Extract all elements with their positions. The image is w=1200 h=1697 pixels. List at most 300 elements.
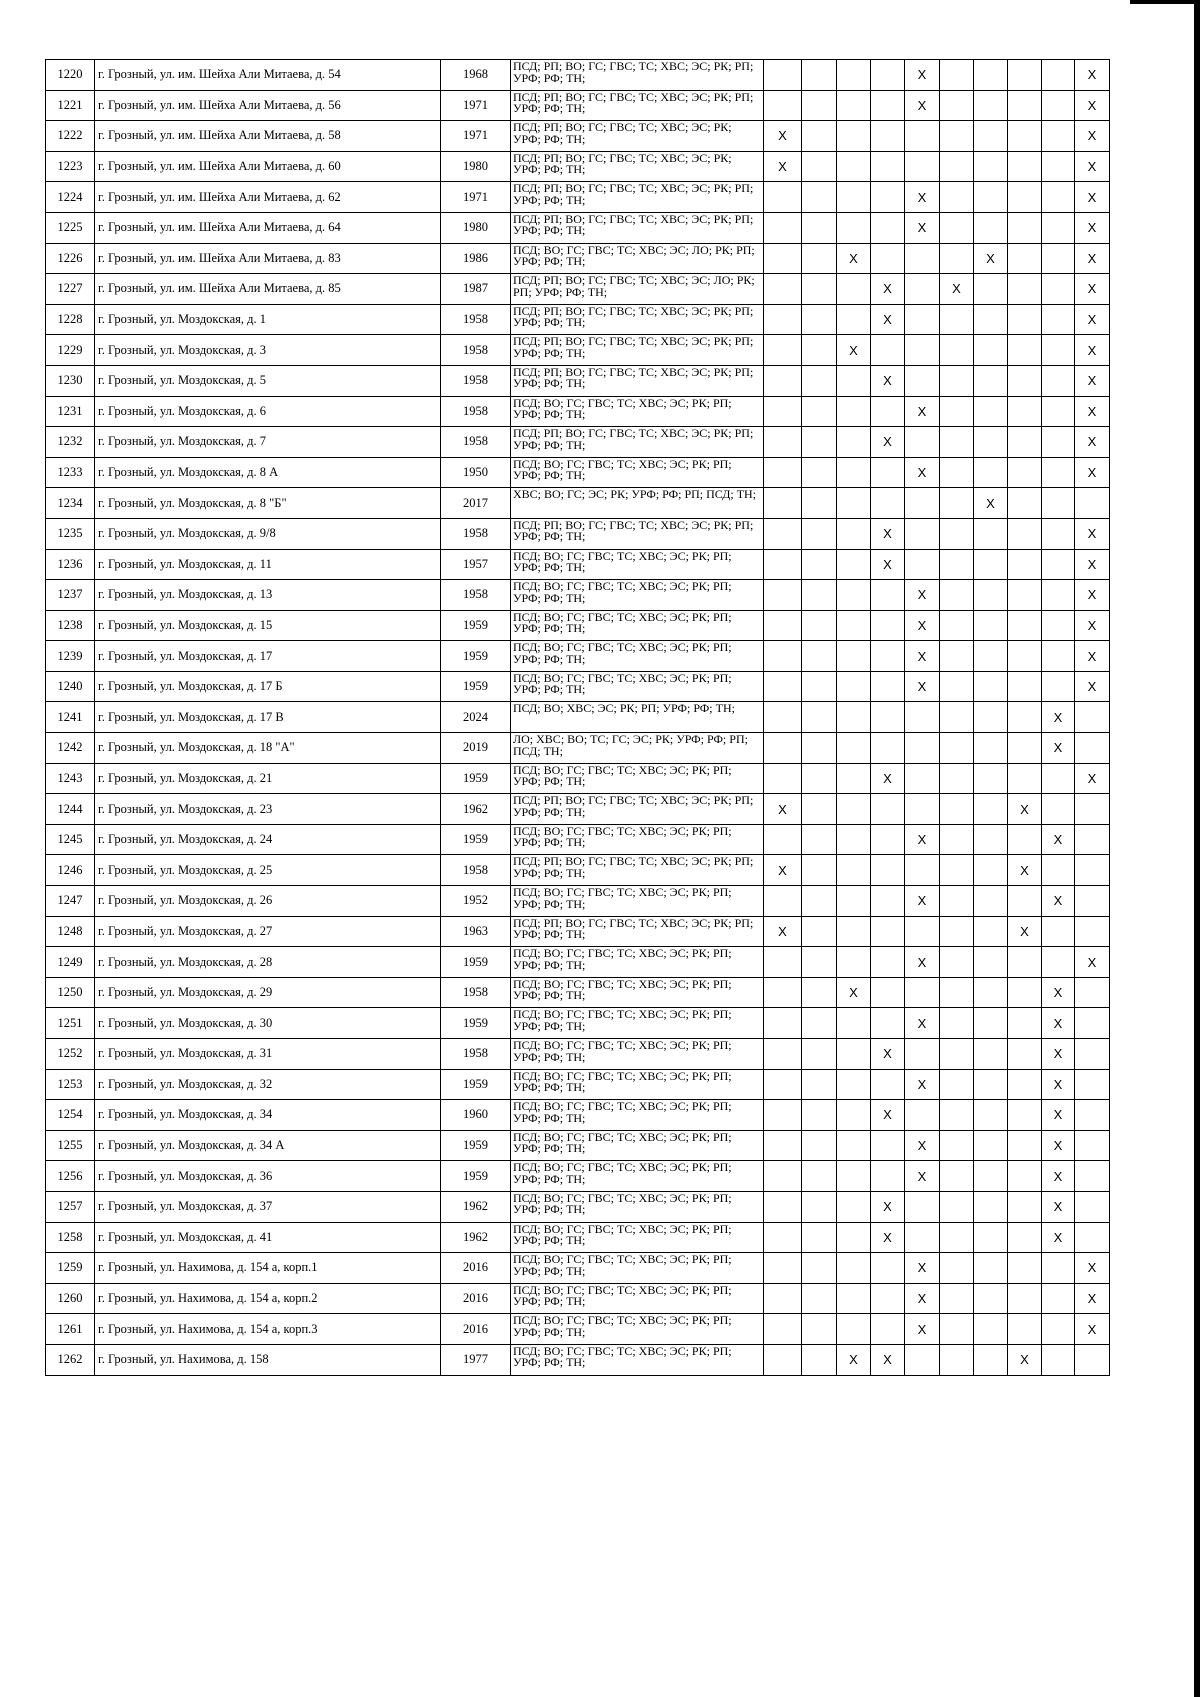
- mark-cell-9-checked: X: [1042, 1039, 1075, 1070]
- mark-cell-9: [1042, 518, 1075, 549]
- row-works-list: ПСД; ВО; ГС; ГВС; ТС; ХВС; ЭС; РК; РП; УРФ; РФ; ТН;: [511, 1161, 764, 1192]
- mark-cell-9: [1042, 1253, 1075, 1284]
- mark-cell-2: [802, 457, 837, 488]
- row-address: г. Грозный, ул. им. Шейха Али Митаева, д. 56: [95, 90, 441, 121]
- mark-cell-8: [1008, 212, 1042, 243]
- mark-cell-5-checked: X: [905, 182, 940, 213]
- mark-cell-7: [974, 702, 1008, 733]
- row-works-list: ПСД; РП; ВО; ГС; ГВС; ТС; ХВС; ЭС; РК; РП; УРФ; РФ; ТН;: [511, 365, 764, 396]
- row-works-list: ПСД; ВО; ГС; ГВС; ТС; ХВС; ЭС; РК; РП; УРФ; РФ; ТН;: [511, 1344, 764, 1375]
- row-address: г. Грозный, ул. Моздокская, д. 29: [95, 977, 441, 1008]
- mark-cell-7: [974, 794, 1008, 825]
- mark-cell-8: [1008, 1253, 1042, 1284]
- row-works-list: ПСД; РП; ВО; ГС; ГВС; ТС; ХВС; ЭС; РК; РП; УРФ; РФ; ТН;: [511, 90, 764, 121]
- mark-cell-6: [940, 427, 974, 458]
- mark-cell-8: [1008, 1222, 1042, 1253]
- mark-cell-1: [764, 1314, 802, 1345]
- mark-cell-8: [1008, 60, 1042, 91]
- mark-cell-2: [802, 916, 837, 947]
- mark-cell-4: [871, 1130, 905, 1161]
- row-address: г. Грозный, ул. Моздокская, д. 5: [95, 365, 441, 396]
- row-year: 1958: [441, 304, 511, 335]
- mark-cell-3-checked: X: [837, 1344, 871, 1375]
- mark-cell-1: [764, 1008, 802, 1039]
- mark-cell-2: [802, 1314, 837, 1345]
- mark-cell-7: [974, 121, 1008, 152]
- row-year: 1987: [441, 274, 511, 305]
- mark-cell-9: [1042, 335, 1075, 366]
- row-year: 1959: [441, 763, 511, 794]
- row-number: 1253: [46, 1069, 95, 1100]
- row-year: 1959: [441, 610, 511, 641]
- mark-cell-5-checked: X: [905, 610, 940, 641]
- row-year: 1957: [441, 549, 511, 580]
- row-year: 1960: [441, 1100, 511, 1131]
- mark-cell-7: [974, 396, 1008, 427]
- mark-cell-7: [974, 947, 1008, 978]
- mark-cell-10-checked: X: [1075, 60, 1110, 91]
- mark-cell-8: [1008, 274, 1042, 305]
- mark-cell-2: [802, 641, 837, 672]
- row-year: 1971: [441, 90, 511, 121]
- mark-cell-6: [940, 518, 974, 549]
- table-row: [46, 488, 1110, 519]
- mark-cell-7: [974, 90, 1008, 121]
- mark-cell-8: [1008, 733, 1042, 764]
- mark-cell-9: [1042, 427, 1075, 458]
- mark-cell-7: [974, 580, 1008, 611]
- mark-cell-4-checked: X: [871, 1100, 905, 1131]
- mark-cell-2: [802, 1222, 837, 1253]
- table-row: [46, 396, 1110, 427]
- mark-cell-8: [1008, 396, 1042, 427]
- mark-cell-8: [1008, 549, 1042, 580]
- mark-cell-5-checked: X: [905, 1283, 940, 1314]
- mark-cell-10: [1075, 1008, 1110, 1039]
- mark-cell-3: [837, 212, 871, 243]
- mark-cell-2: [802, 1344, 837, 1375]
- mark-cell-5-checked: X: [905, 212, 940, 243]
- mark-cell-1: [764, 60, 802, 91]
- mark-cell-6: [940, 1222, 974, 1253]
- mark-cell-4: [871, 457, 905, 488]
- row-year: 1950: [441, 457, 511, 488]
- row-number: 1256: [46, 1161, 95, 1192]
- row-works-list: ПСД; РП; ВО; ГС; ГВС; ТС; ХВС; ЭС; РК; РП; УРФ; РФ; ТН;: [511, 304, 764, 335]
- row-number: 1259: [46, 1253, 95, 1284]
- row-number: 1239: [46, 641, 95, 672]
- mark-cell-6: [940, 1100, 974, 1131]
- mark-cell-1: [764, 90, 802, 121]
- table-row: [46, 1314, 1110, 1345]
- mark-cell-10: [1075, 794, 1110, 825]
- mark-cell-5-checked: X: [905, 60, 940, 91]
- mark-cell-2: [802, 855, 837, 886]
- row-works-list: ПСД; РП; ВО; ГС; ГВС; ТС; ХВС; ЭС; РК; РП; УРФ; РФ; ТН;: [511, 212, 764, 243]
- mark-cell-9-checked: X: [1042, 702, 1075, 733]
- mark-cell-10: [1075, 488, 1110, 519]
- mark-cell-9-checked: X: [1042, 886, 1075, 917]
- mark-cell-8: [1008, 702, 1042, 733]
- row-works-list: ПСД; ВО; ГС; ГВС; ТС; ХВС; ЭС; РК; РП; УРФ; РФ; ТН;: [511, 1100, 764, 1131]
- mark-cell-1: [764, 427, 802, 458]
- row-year: 1959: [441, 1161, 511, 1192]
- row-year: 1971: [441, 182, 511, 213]
- mark-cell-8: [1008, 1100, 1042, 1131]
- mark-cell-1: [764, 212, 802, 243]
- row-year: 1977: [441, 1344, 511, 1375]
- mark-cell-6: [940, 1344, 974, 1375]
- mark-cell-1-checked: X: [764, 151, 802, 182]
- mark-cell-4: [871, 182, 905, 213]
- table-row: [46, 365, 1110, 396]
- mark-cell-8: [1008, 1039, 1042, 1070]
- table-row: [46, 671, 1110, 702]
- mark-cell-8: [1008, 488, 1042, 519]
- row-year: 1962: [441, 794, 511, 825]
- row-address: г. Грозный, ул. Моздокская, д. 26: [95, 886, 441, 917]
- mark-cell-5-checked: X: [905, 1314, 940, 1345]
- mark-cell-6: [940, 794, 974, 825]
- row-number: 1245: [46, 824, 95, 855]
- mark-cell-4: [871, 212, 905, 243]
- mark-cell-8: [1008, 1283, 1042, 1314]
- row-works-list: ПСД; ВО; ГС; ГВС; ТС; ХВС; ЭС; РК; РП; УРФ; РФ; ТН;: [511, 457, 764, 488]
- mark-cell-5: [905, 427, 940, 458]
- mark-cell-5: [905, 763, 940, 794]
- row-works-list: ПСД; ВО; ГС; ГВС; ТС; ХВС; ЭС; РК; РП; УРФ; РФ; ТН;: [511, 1314, 764, 1345]
- mark-cell-1: [764, 763, 802, 794]
- mark-cell-7: [974, 1039, 1008, 1070]
- row-works-list: ПСД; ВО; ГС; ГВС; ТС; ХВС; ЭС; РК; РП; УРФ; РФ; ТН;: [511, 977, 764, 1008]
- mark-cell-9: [1042, 274, 1075, 305]
- table-row: [46, 1283, 1110, 1314]
- row-address: г. Грозный, ул. Моздокская, д. 6: [95, 396, 441, 427]
- row-number: 1261: [46, 1314, 95, 1345]
- mark-cell-3: [837, 1069, 871, 1100]
- mark-cell-5: [905, 1039, 940, 1070]
- row-address: г. Грозный, ул. Моздокская, д. 17 Б: [95, 671, 441, 702]
- mark-cell-5-checked: X: [905, 457, 940, 488]
- mark-cell-5: [905, 702, 940, 733]
- mark-cell-2: [802, 824, 837, 855]
- table-row: [46, 610, 1110, 641]
- mark-cell-10-checked: X: [1075, 518, 1110, 549]
- mark-cell-9: [1042, 488, 1075, 519]
- mark-cell-8: [1008, 335, 1042, 366]
- mark-cell-4: [871, 121, 905, 152]
- mark-cell-4: [871, 947, 905, 978]
- mark-cell-3: [837, 1039, 871, 1070]
- row-address: г. Грозный, ул. Нахимова, д. 154 а, корп.2: [95, 1283, 441, 1314]
- mark-cell-1: [764, 1344, 802, 1375]
- row-works-list: ПСД; РП; ВО; ГС; ГВС; ТС; ХВС; ЭС; РК; РП; УРФ; РФ; ТН;: [511, 60, 764, 91]
- mark-cell-2: [802, 1161, 837, 1192]
- row-number: 1258: [46, 1222, 95, 1253]
- mark-cell-2: [802, 977, 837, 1008]
- row-address: г. Грозный, ул. им. Шейха Али Митаева, д. 64: [95, 212, 441, 243]
- row-number: 1232: [46, 427, 95, 458]
- mark-cell-6: [940, 457, 974, 488]
- mark-cell-3: [837, 855, 871, 886]
- mark-cell-2: [802, 1191, 837, 1222]
- mark-cell-6: [940, 580, 974, 611]
- row-address: г. Грозный, ул. Моздокская, д. 8 "Б": [95, 488, 441, 519]
- mark-cell-1: [764, 274, 802, 305]
- mark-cell-2: [802, 580, 837, 611]
- row-year: 1958: [441, 518, 511, 549]
- mark-cell-1: [764, 1191, 802, 1222]
- row-number: 1247: [46, 886, 95, 917]
- row-number: 1227: [46, 274, 95, 305]
- row-year: 1959: [441, 1008, 511, 1039]
- mark-cell-9-checked: X: [1042, 733, 1075, 764]
- mark-cell-10-checked: X: [1075, 1253, 1110, 1284]
- mark-cell-7: [974, 1314, 1008, 1345]
- row-year: 1958: [441, 365, 511, 396]
- row-year: 1958: [441, 335, 511, 366]
- mark-cell-10-checked: X: [1075, 671, 1110, 702]
- mark-cell-10-checked: X: [1075, 274, 1110, 305]
- mark-cell-10-checked: X: [1075, 304, 1110, 335]
- mark-cell-7: [974, 977, 1008, 1008]
- row-address: г. Грозный, ул. Моздокская, д. 17: [95, 641, 441, 672]
- mark-cell-1: [764, 457, 802, 488]
- row-number: 1252: [46, 1039, 95, 1070]
- mark-cell-2: [802, 794, 837, 825]
- mark-cell-8: [1008, 886, 1042, 917]
- mark-cell-10-checked: X: [1075, 580, 1110, 611]
- mark-cell-7: [974, 335, 1008, 366]
- row-works-list: ПСД; РП; ВО; ГС; ГВС; ТС; ХВС; ЭС; РК; РП; УРФ; РФ; ТН;: [511, 182, 764, 213]
- mark-cell-7: [974, 1130, 1008, 1161]
- row-works-list: ПСД; ВО; ГС; ГВС; ТС; ХВС; ЭС; РК; РП; УРФ; РФ; ТН;: [511, 947, 764, 978]
- row-number: 1223: [46, 151, 95, 182]
- mark-cell-2: [802, 151, 837, 182]
- table-row: [46, 1008, 1110, 1039]
- mark-cell-6: [940, 121, 974, 152]
- mark-cell-4-checked: X: [871, 1222, 905, 1253]
- mark-cell-4: [871, 1161, 905, 1192]
- table-row: [46, 1161, 1110, 1192]
- row-year: 1959: [441, 824, 511, 855]
- mark-cell-2: [802, 212, 837, 243]
- mark-cell-2: [802, 518, 837, 549]
- mark-cell-6: [940, 549, 974, 580]
- mark-cell-10: [1075, 1344, 1110, 1375]
- mark-cell-5: [905, 365, 940, 396]
- mark-cell-10-checked: X: [1075, 610, 1110, 641]
- row-number: 1230: [46, 365, 95, 396]
- row-works-list: ПСД; ВО; ГС; ГВС; ТС; ХВС; ЭС; ЛО; РК; РП; УРФ; РФ; ТН;: [511, 243, 764, 274]
- mark-cell-1: [764, 1069, 802, 1100]
- mark-cell-2: [802, 121, 837, 152]
- mark-cell-4: [871, 396, 905, 427]
- row-year: 1959: [441, 671, 511, 702]
- row-year: 1986: [441, 243, 511, 274]
- row-number: 1236: [46, 549, 95, 580]
- mark-cell-10: [1075, 1161, 1110, 1192]
- row-address: г. Грозный, ул. Моздокская, д. 25: [95, 855, 441, 886]
- mark-cell-6: [940, 1314, 974, 1345]
- mark-cell-10-checked: X: [1075, 396, 1110, 427]
- mark-cell-6: [940, 671, 974, 702]
- mark-cell-4: [871, 243, 905, 274]
- table-row: [46, 90, 1110, 121]
- mark-cell-3-checked: X: [837, 243, 871, 274]
- mark-cell-2: [802, 1283, 837, 1314]
- mark-cell-9: [1042, 304, 1075, 335]
- mark-cell-5-checked: X: [905, 580, 940, 611]
- mark-cell-9-checked: X: [1042, 1161, 1075, 1192]
- mark-cell-4: [871, 1283, 905, 1314]
- mark-cell-10: [1075, 1191, 1110, 1222]
- mark-cell-4: [871, 1069, 905, 1100]
- mark-cell-3: [837, 763, 871, 794]
- mark-cell-2: [802, 396, 837, 427]
- mark-cell-3: [837, 1130, 871, 1161]
- mark-cell-1: [764, 733, 802, 764]
- mark-cell-8: [1008, 641, 1042, 672]
- row-number: 1237: [46, 580, 95, 611]
- mark-cell-9: [1042, 90, 1075, 121]
- row-works-list: ПСД; ВО; ГС; ГВС; ТС; ХВС; ЭС; РК; РП; УРФ; РФ; ТН;: [511, 763, 764, 794]
- mark-cell-8: [1008, 518, 1042, 549]
- mark-cell-4: [871, 794, 905, 825]
- mark-cell-3: [837, 60, 871, 91]
- mark-cell-4: [871, 855, 905, 886]
- mark-cell-9: [1042, 212, 1075, 243]
- mark-cell-6: [940, 886, 974, 917]
- table-row: [46, 1100, 1110, 1131]
- row-address: г. Грозный, ул. Моздокская, д. 21: [95, 763, 441, 794]
- table-row: [46, 977, 1110, 1008]
- mark-cell-10-checked: X: [1075, 457, 1110, 488]
- row-number: 1249: [46, 947, 95, 978]
- row-number: 1260: [46, 1283, 95, 1314]
- mark-cell-4-checked: X: [871, 763, 905, 794]
- mark-cell-1: [764, 518, 802, 549]
- mark-cell-2: [802, 274, 837, 305]
- row-works-list: ПСД; РП; ВО; ГС; ГВС; ТС; ХВС; ЭС; РК; РП; УРФ; РФ; ТН;: [511, 916, 764, 947]
- mark-cell-3: [837, 1008, 871, 1039]
- mark-cell-9-checked: X: [1042, 1069, 1075, 1100]
- row-works-list: ПСД; ВО; ГС; ГВС; ТС; ХВС; ЭС; РК; РП; УРФ; РФ; ТН;: [511, 549, 764, 580]
- table-row: [46, 763, 1110, 794]
- table-row: [46, 1191, 1110, 1222]
- mark-cell-2: [802, 549, 837, 580]
- mark-cell-3: [837, 488, 871, 519]
- row-works-list: ПСД; РП; ВО; ГС; ГВС; ТС; ХВС; ЭС; РК; УРФ; РФ; ТН;: [511, 121, 764, 152]
- mark-cell-8: [1008, 977, 1042, 1008]
- row-works-list: ПСД; РП; ВО; ГС; ГВС; ТС; ХВС; ЭС; РК; РП; УРФ; РФ; ТН;: [511, 335, 764, 366]
- mark-cell-5-checked: X: [905, 90, 940, 121]
- mark-cell-6: [940, 702, 974, 733]
- row-address: г. Грозный, ул. Моздокская, д. 31: [95, 1039, 441, 1070]
- mark-cell-1: [764, 396, 802, 427]
- mark-cell-6: [940, 1161, 974, 1192]
- table-row: [46, 794, 1110, 825]
- mark-cell-7: [974, 427, 1008, 458]
- mark-cell-10-checked: X: [1075, 427, 1110, 458]
- mark-cell-9-checked: X: [1042, 824, 1075, 855]
- mark-cell-3: [837, 1222, 871, 1253]
- mark-cell-5: [905, 518, 940, 549]
- mark-cell-7: [974, 1344, 1008, 1375]
- mark-cell-7: [974, 641, 1008, 672]
- table-row: [46, 151, 1110, 182]
- row-year: 2016: [441, 1314, 511, 1345]
- mark-cell-2: [802, 671, 837, 702]
- row-year: 1959: [441, 1130, 511, 1161]
- mark-cell-3: [837, 365, 871, 396]
- mark-cell-2: [802, 335, 837, 366]
- row-number: 1240: [46, 671, 95, 702]
- row-works-list: ПСД; РП; ВО; ГС; ГВС; ТС; ХВС; ЭС; РК; РП; УРФ; РФ; ТН;: [511, 794, 764, 825]
- mark-cell-1: [764, 1100, 802, 1131]
- mark-cell-10-checked: X: [1075, 549, 1110, 580]
- mark-cell-3-checked: X: [837, 335, 871, 366]
- mark-cell-8: [1008, 580, 1042, 611]
- mark-cell-5: [905, 335, 940, 366]
- mark-cell-8-checked: X: [1008, 794, 1042, 825]
- row-number: 1229: [46, 335, 95, 366]
- mark-cell-5-checked: X: [905, 671, 940, 702]
- mark-cell-5-checked: X: [905, 1161, 940, 1192]
- mark-cell-6: [940, 335, 974, 366]
- mark-cell-9: [1042, 457, 1075, 488]
- mark-cell-7: [974, 549, 1008, 580]
- mark-cell-4: [871, 60, 905, 91]
- mark-cell-4: [871, 90, 905, 121]
- mark-cell-1: [764, 243, 802, 274]
- table-row: [46, 733, 1110, 764]
- mark-cell-5: [905, 1191, 940, 1222]
- row-works-list: ПСД; РП; ВО; ГС; ГВС; ТС; ХВС; ЭС; ЛО; РК; РП; УРФ; РФ; ТН;: [511, 274, 764, 305]
- mark-cell-10-checked: X: [1075, 121, 1110, 152]
- table-row: [46, 182, 1110, 213]
- mark-cell-6: [940, 1253, 974, 1284]
- mark-cell-10-checked: X: [1075, 335, 1110, 366]
- table-row: [46, 121, 1110, 152]
- mark-cell-9-checked: X: [1042, 1222, 1075, 1253]
- mark-cell-4: [871, 1314, 905, 1345]
- mark-cell-6: [940, 824, 974, 855]
- mark-cell-6: [940, 610, 974, 641]
- mark-cell-10: [1075, 1100, 1110, 1131]
- mark-cell-3: [837, 427, 871, 458]
- mark-cell-8: [1008, 304, 1042, 335]
- mark-cell-9: [1042, 182, 1075, 213]
- mark-cell-9: [1042, 1344, 1075, 1375]
- mark-cell-5: [905, 121, 940, 152]
- mark-cell-3: [837, 733, 871, 764]
- mark-cell-8: [1008, 1314, 1042, 1345]
- mark-cell-9-checked: X: [1042, 1191, 1075, 1222]
- row-year: 1963: [441, 916, 511, 947]
- row-works-list: ПСД; ВО; ГС; ГВС; ТС; ХВС; ЭС; РК; РП; УРФ; РФ; ТН;: [511, 1222, 764, 1253]
- mark-cell-8-checked: X: [1008, 1344, 1042, 1375]
- mark-cell-9: [1042, 396, 1075, 427]
- mark-cell-4: [871, 610, 905, 641]
- table-row: [46, 212, 1110, 243]
- table-row: [46, 304, 1110, 335]
- mark-cell-3: [837, 121, 871, 152]
- mark-cell-1: [764, 488, 802, 519]
- row-address: г. Грозный, ул. Нахимова, д. 158: [95, 1344, 441, 1375]
- mark-cell-1-checked: X: [764, 794, 802, 825]
- mark-cell-6: [940, 243, 974, 274]
